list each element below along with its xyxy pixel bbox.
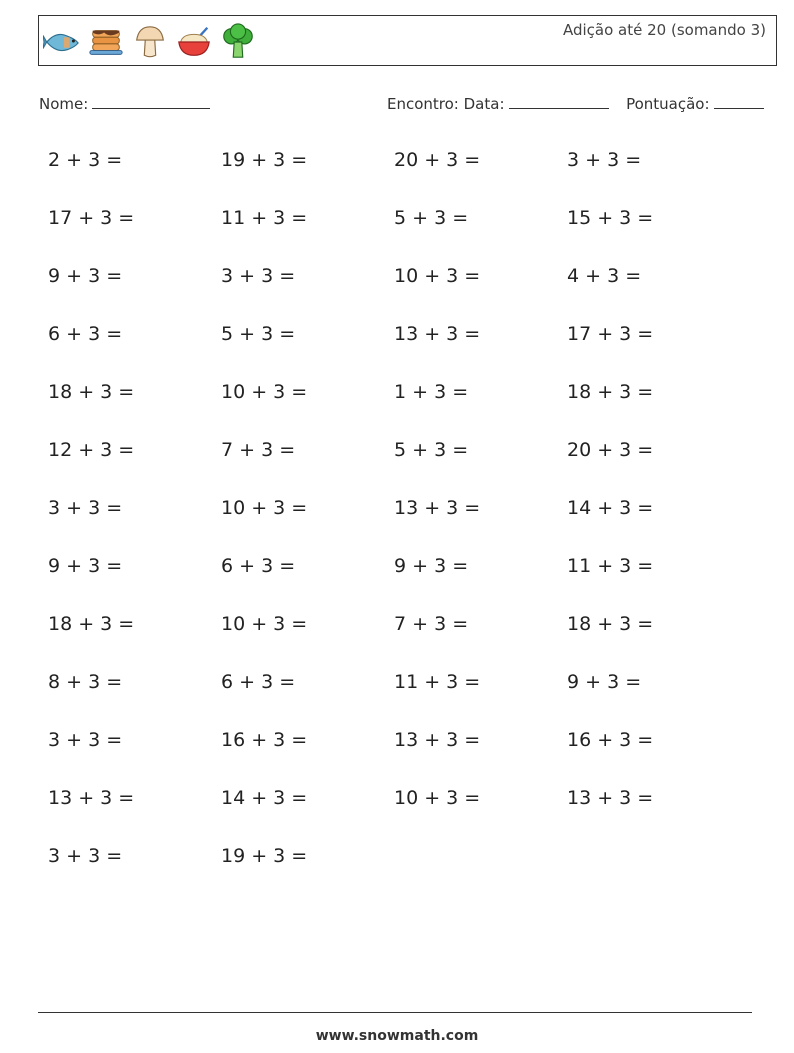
name-blank[interactable] [92, 94, 210, 109]
math-problem: 6 + 3 = [221, 671, 296, 693]
math-problem: 10 + 3 = [221, 497, 308, 519]
score-label: Pontuação: [626, 95, 710, 113]
math-problem: 13 + 3 = [394, 729, 481, 751]
math-problem: 6 + 3 = [48, 323, 123, 345]
math-problem: 10 + 3 = [394, 787, 481, 809]
math-problem: 3 + 3 = [48, 497, 123, 519]
math-problem: 11 + 3 = [567, 555, 654, 577]
math-problem: 3 + 3 = [567, 149, 642, 171]
math-problem: 10 + 3 = [221, 381, 308, 403]
math-problem: 18 + 3 = [567, 613, 654, 635]
math-problem: 5 + 3 = [394, 439, 469, 461]
mushroom-icon [131, 22, 169, 62]
meeting-date-label: Encontro: Data: [387, 95, 505, 113]
math-problem: 3 + 3 = [48, 845, 123, 867]
math-problem: 16 + 3 = [221, 729, 308, 751]
math-problem: 7 + 3 = [394, 613, 469, 635]
cake-icon [87, 22, 125, 62]
meta-fields [387, 94, 764, 113]
math-problem: 18 + 3 = [567, 381, 654, 403]
math-problem: 13 + 3 = [48, 787, 135, 809]
math-problem: 6 + 3 = [221, 555, 296, 577]
header-icons [43, 22, 257, 62]
math-problem: 15 + 3 = [567, 207, 654, 229]
name-label: Nome: [39, 95, 89, 113]
math-problem: 20 + 3 = [567, 439, 654, 461]
math-problem: 3 + 3 = [221, 265, 296, 287]
footer-divider [38, 1012, 752, 1013]
math-problem: 17 + 3 = [48, 207, 135, 229]
math-problem: 12 + 3 = [48, 439, 135, 461]
math-problem: 9 + 3 = [394, 555, 469, 577]
footer-url: www.snowmath.com [315, 1028, 479, 1044]
math-problem: 9 + 3 = [48, 265, 123, 287]
math-problem: 3 + 3 = [48, 729, 123, 751]
name-field [39, 94, 210, 113]
math-problem: 1 + 3 = [394, 381, 469, 403]
worksheet-title: Adição até 20 (somando 3) [562, 21, 766, 39]
fish-icon [43, 22, 81, 62]
math-problem: 5 + 3 = [221, 323, 296, 345]
math-problem: 13 + 3 = [394, 497, 481, 519]
math-problem: 10 + 3 = [221, 613, 308, 635]
worksheet-header [38, 15, 777, 66]
math-problem: 18 + 3 = [48, 613, 135, 635]
math-problem: 4 + 3 = [567, 265, 642, 287]
date-blank[interactable] [509, 94, 609, 109]
math-problem: 10 + 3 = [394, 265, 481, 287]
math-problem: 13 + 3 = [394, 323, 481, 345]
math-problem: 14 + 3 = [221, 787, 308, 809]
math-problem: 9 + 3 = [48, 555, 123, 577]
math-problem: 9 + 3 = [567, 671, 642, 693]
math-problem: 17 + 3 = [567, 323, 654, 345]
math-problem: 14 + 3 = [567, 497, 654, 519]
math-problem: 19 + 3 = [221, 845, 308, 867]
math-problem: 7 + 3 = [221, 439, 296, 461]
math-problem: 5 + 3 = [394, 207, 469, 229]
math-problem: 20 + 3 = [394, 149, 481, 171]
math-problem: 19 + 3 = [221, 149, 308, 171]
math-problem: 11 + 3 = [394, 671, 481, 693]
math-problem: 8 + 3 = [48, 671, 123, 693]
math-problem: 13 + 3 = [567, 787, 654, 809]
broccoli-icon [219, 22, 257, 62]
math-problem: 16 + 3 = [567, 729, 654, 751]
rice-bowl-icon [175, 22, 213, 62]
score-blank[interactable] [714, 94, 764, 109]
problem-grid [48, 145, 740, 899]
math-problem: 11 + 3 = [221, 207, 308, 229]
math-problem: 18 + 3 = [48, 381, 135, 403]
math-problem: 2 + 3 = [48, 149, 123, 171]
